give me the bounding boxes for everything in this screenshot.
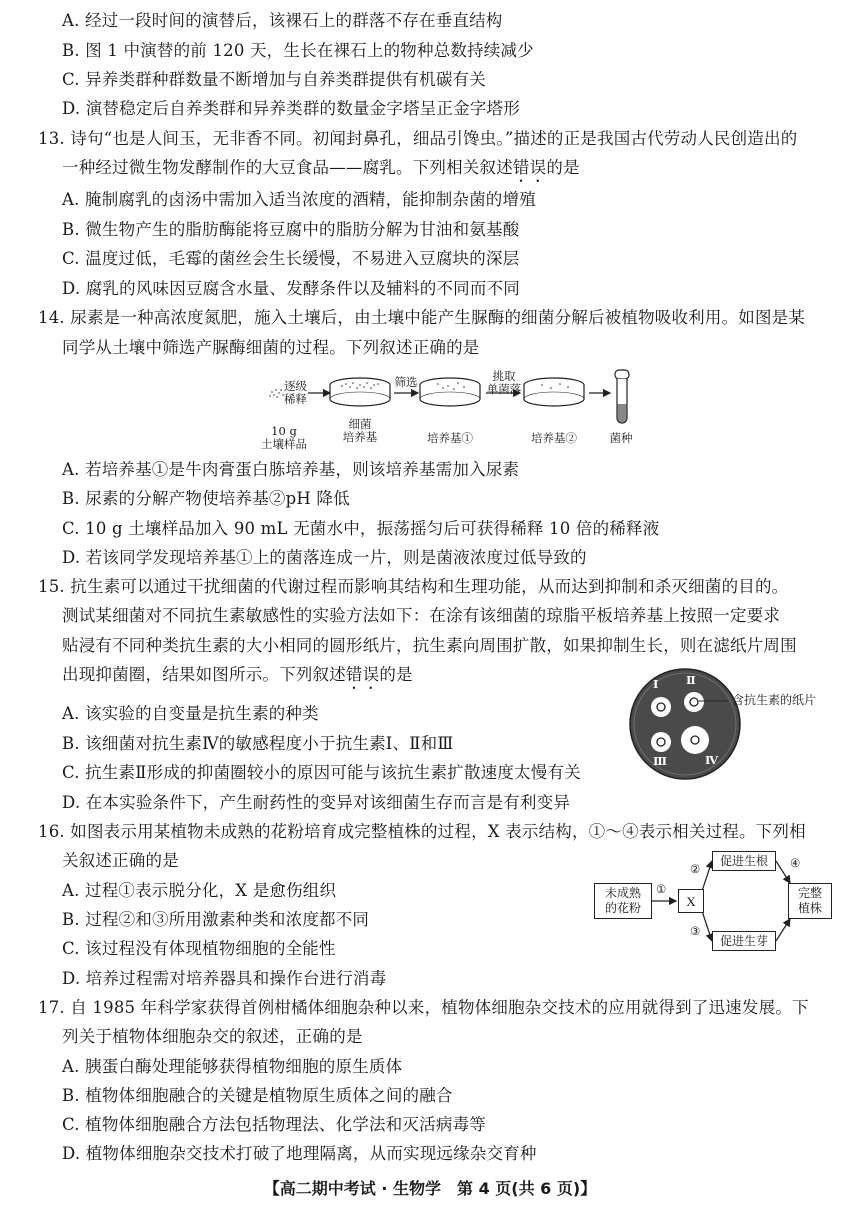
dish-medium-2 xyxy=(524,378,584,406)
q15-emphasis: 错误 xyxy=(345,665,380,684)
label-antibiotic-3: Ⅲ xyxy=(653,754,668,768)
label-step-2: ② xyxy=(690,862,701,876)
q14-option-d: D. 若该同学发现培养基①上的菌落连成一片，则是菌液浓度过低导致的 xyxy=(62,548,587,567)
label-antibiotic-1: Ⅰ xyxy=(653,677,659,691)
box-structure-x: X xyxy=(678,889,704,913)
q17-option-a: A. 胰蛋白酶处理能够获得植物细胞的原生质体 xyxy=(62,1057,403,1076)
q16-stem-line1: 16. 如图表示用某植物未成熟的花粉培育成完整植株的过程，X 表示结构，①～④表示相关过程。下列相 xyxy=(38,822,806,841)
q16-option-b: B. 过程②和③所用激素种类和浓度都不同 xyxy=(62,910,370,929)
q14-option-b: B. 尿素的分解产物使培养基②pH 降低 xyxy=(62,489,350,508)
dish-medium-1 xyxy=(420,378,480,406)
box-promote-bud: 促进生芽 xyxy=(712,931,776,951)
q15-stem-line3: 贴浸有不同种类抗生素的大小相同的圆形纸片，抗生素向周围扩散，如果抑制生长，则在滤纸片周围 xyxy=(62,636,797,655)
test-tube-icon xyxy=(615,370,629,423)
label-strain: 菌种 xyxy=(609,431,633,445)
q17-stem-line1: 17. 自 1985 年科学家获得首例柑橘体细胞杂种以来，植物体细胞杂交技术的应用就得到了迅速发展。下 xyxy=(38,998,809,1017)
q13-stem-line2: 一种经过微生物发酵制作的大豆食品——腐乳。下列相关叙述错误的是 xyxy=(62,158,580,177)
q15-option-c: C. 抗生素Ⅱ形成的抑菌圈较小的原因可能与该抗生素扩散速度太慢有关 xyxy=(62,763,581,782)
page-footer: 【高二期中考试 · 生物学 第 4 页(共 6 页)】 xyxy=(263,1179,597,1198)
label-step-1: ① xyxy=(656,882,667,896)
label-antibiotic-2: Ⅱ xyxy=(686,673,696,687)
q13-stem-line1: 13. 诗句“也是人间玉，无非香不同。初闻封鼻孔，细品引馋虫。”描述的正是我国古代劳动人民创造出的 xyxy=(38,129,798,148)
label-paper-disc: 含抗生素的纸片 xyxy=(732,693,817,707)
label-dilute: 逐级 稀释 xyxy=(284,379,307,406)
box-promote-root: 促进生根 xyxy=(712,851,776,871)
label-medium-1: 培养基① xyxy=(427,431,473,445)
q15-option-b: B. 该细菌对抗生素Ⅳ的敏感程度小于抗生素Ⅰ、Ⅱ和Ⅲ xyxy=(62,734,454,753)
q15-stem-line4: 出现抑菌圈，结果如图所示。下列叙述错误的是 xyxy=(62,665,413,684)
label-soil-sample: 10 g 土壤样品 xyxy=(261,424,307,451)
label-step-3: ③ xyxy=(690,924,701,938)
box-immature-pollen: 未成熟 的花粉 xyxy=(594,883,652,919)
q14-figure xyxy=(258,368,638,458)
label-medium-2: 培养基② xyxy=(531,431,577,445)
dish-bacteria-medium xyxy=(330,378,390,406)
q13-option-c: C. 温度过低，毛霉的菌丝会生长缓慢，不易进入豆腐块的深层 xyxy=(62,249,520,268)
q15-option-a: A. 该实验的自变量是抗生素的种类 xyxy=(62,704,319,723)
q13-option-a: A. 腌制腐乳的卤汤中需加入适当浓度的酒精，能抑制杂菌的增殖 xyxy=(62,190,536,209)
q12-option-a: A. 经过一段时间的演替后，该裸石上的群落不存在垂直结构 xyxy=(62,11,503,30)
q15-stem-line2: 测试某细菌对不同抗生素敏感性的实验方法如下：在涂有该细菌的琼脂平板培养基上按照一定要求 xyxy=(62,606,781,625)
q13-option-d: D. 腐乳的风味因豆腐含水量、发酵条件以及辅料的不同而不同 xyxy=(62,279,520,298)
label-step-4: ④ xyxy=(790,856,801,870)
label-antibiotic-4: Ⅳ xyxy=(705,753,719,767)
q16-option-c: C. 该过程没有体现植物细胞的全能性 xyxy=(62,939,336,958)
q13-option-b: B. 微生物产生的脂肪酶能将豆腐中的脂肪分解为甘油和氨基酸 xyxy=(62,220,520,239)
q17-option-c: C. 植物体细胞融合方法包括物理法、化学法和灭活病毒等 xyxy=(62,1115,486,1134)
q16-option-d: D. 培养过程需对培养器具和操作台进行消毒 xyxy=(62,969,387,988)
q13-emphasis: 错误 xyxy=(512,158,547,177)
q14-option-c: C. 10 g 土壤样品加入 90 mL 无菌水中，振荡摇匀后可获得稀释 10 倍的稀释液 xyxy=(62,519,660,538)
q16-option-a: A. 过程①表示脱分化，X 是愈伤组织 xyxy=(62,881,337,900)
q17-option-d: D. 植物体细胞杂交技术打破了地理隔离，从而实现远缘杂交育种 xyxy=(62,1144,537,1163)
q17-stem-line2: 列关于植物体细胞杂交的叙述，正确的是 xyxy=(62,1027,363,1046)
label-bacteria-medium: 细菌 培养基 xyxy=(342,417,378,444)
q15-stem-line1: 15. 抗生素可以通过干扰细菌的代谢过程而影响其结构和生理功能，从而达到抑制和杀灭细菌的目的。 xyxy=(38,577,789,596)
q15-option-d: D. 在本实验条件下，产生耐药性的变异对该细菌生存而言是有利变异 xyxy=(62,793,571,812)
q14-option-a: A. 若培养基①是牛肉膏蛋白胨培养基，则该培养基需加入尿素 xyxy=(62,460,520,479)
q14-stem-line1: 14. 尿素是一种高浓度氮肥，施入土壤后，由土壤中能产生脲酶的细菌分解后被植物吸收利用。如图是某 xyxy=(38,308,806,327)
q14-stem-line2: 同学从土壤中筛选产脲酶细菌的过程。下列叙述正确的是 xyxy=(62,338,480,357)
q12-option-d: D. 演替稳定后自养类群和异养类群的数量金字塔呈正金字塔形 xyxy=(62,99,520,118)
q12-option-b: B. 图 1 中演替的前 120 天，生长在裸石上的物种总数持续减少 xyxy=(62,41,534,60)
q16-stem-line2: 关叙述正确的是 xyxy=(62,851,179,870)
box-complete-plant: 完整 植株 xyxy=(788,883,832,919)
q12-option-c: C. 异养类群种群数量不断增加与自养类群提供有机碳有关 xyxy=(62,70,486,89)
q17-option-b: B. 植物体细胞融合的关键是植物原生质体之间的融合 xyxy=(62,1086,453,1105)
label-pick-colony: 挑取 单菌落 xyxy=(486,369,522,396)
soil-sample-icon xyxy=(269,389,284,398)
label-screen: 筛选 xyxy=(394,375,418,389)
